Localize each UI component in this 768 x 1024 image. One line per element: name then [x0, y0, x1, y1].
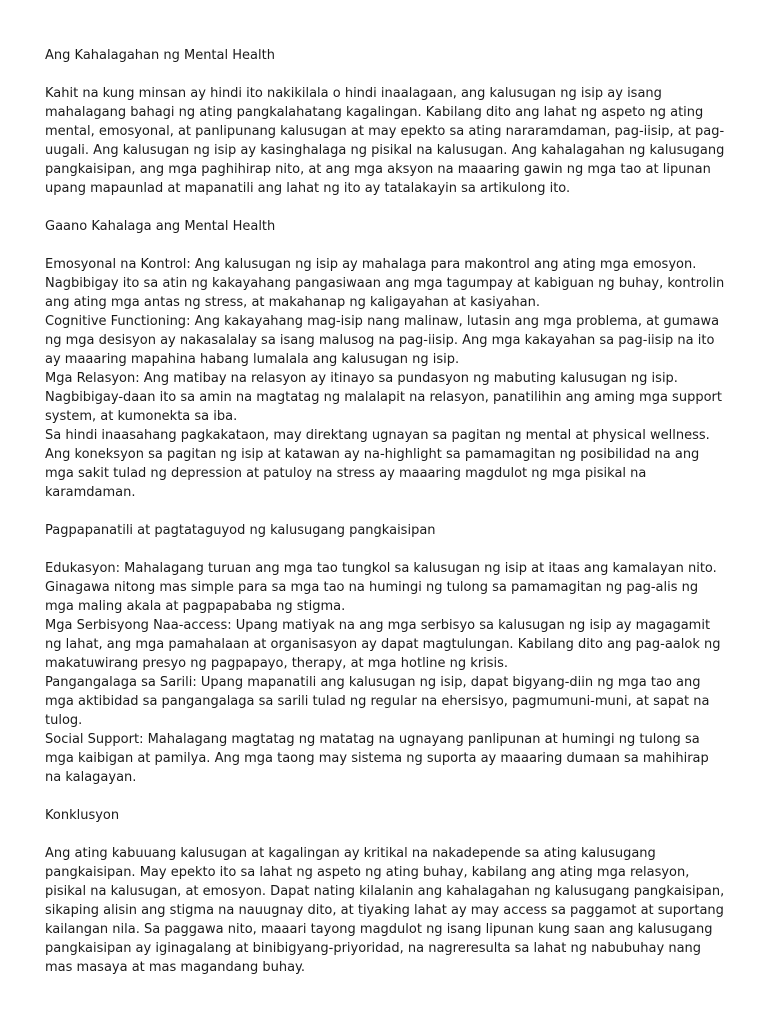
- document-page: [45, 46, 725, 977]
- paragraph-education: Edukasyon: Mahalagang turuan ang mga tao tungkol sa kalusugan ng isip at itaas ang kamalayan nito. Ginagawa nitong mas simple para sa mga tao na humingi ng tulong sa pamamagitan ng pag-alis ng mga maling akala at pagpapababa ng stigma.: [45, 561, 717, 614]
- section-heading-conclusion: Konklusyon: [45, 808, 120, 823]
- section-heading-maintenance: Pagpapanatili at pagtataguyod ng kalusugang pangkaisipan: [45, 523, 436, 538]
- conclusion-paragraph: Ang ating kabuuang kalusugan at kagalingan ay kritikal na nakadepende sa ating kalusugang pangkaisipan. May epekto ito sa lahat ng aspeto ng ating buhay, kabilang ang ating mga relasyon, pisikal na kalusugan, at emosyon. Dapat nating kilalanin ang kahalagahan ng kalusugang pangkaisipan, sikaping alisin ang stigma na nauugnay dito, at tiyaking lahat ay may access sa paggamot at suportang kailangan nila. Sa paggawa nito, maaari tayong magdulot ng isang lipunan kung saan ang kalusugang pangkaisipan ay iginagalang at binibigyang-priyoridad, na nagreresulta sa lahat ng nabubuhay nang mas masaya at mas magandang buhay.: [45, 846, 725, 975]
- spacer: [45, 502, 725, 521]
- paragraph-physical-wellness: Sa hindi inaasahang pagkakataon, may direktang ugnayan sa pagitan ng mental at physical wellness. Ang koneksyon sa pagitan ng isip at katawan ay na-highlight sa pamamagitan ng posibilidad na ang mga sakit tulad ng depression at patuloy na stress ay maaaring magdulot ng mga pisikal na karamdaman.: [45, 428, 710, 500]
- intro-paragraph: Kahit na kung minsan ay hindi ito nakikilala o hindi inaalagaan, ang kalusugan ng isip ay isang mahalagang bahagi ng ating pangkalahatang kagalingan. Kabilang dito ang lahat ng aspeto ng ating mental, emosyonal, at panlipunang kalusugan at may epekto sa ating nararamdaman, pag-iisip, at pag-uugali. Ang kalusugan ng isip ay kasinghalaga ng pisikal na kalusugan. Ang kahalagahan ng kalusugang pangkaisipan, ang mga paghihirap nito, at ang mga aksyon na maaaring gawin ng mga tao at lipunan upang mapaunlad at mapanatili ang lahat ng ito ay tatalakayin sa artikulong ito.: [45, 86, 725, 196]
- spacer: [45, 540, 725, 559]
- document-title: Ang Kahalagahan ng Mental Health: [45, 48, 275, 63]
- spacer: [45, 787, 725, 806]
- spacer: [45, 198, 725, 217]
- paragraph-social-support: Social Support: Mahalagang magtatag ng matatag na ugnayang panlipunan at humingi ng tulong sa mga kaibigan at pamilya. Ang mga taong may sistema ng suporta ay maaaring dumaan sa mahihirap na kalagayan.: [45, 732, 709, 785]
- spacer: [45, 65, 725, 84]
- spacer: [45, 825, 725, 844]
- section-heading-importance: Gaano Kahalaga ang Mental Health: [45, 219, 276, 234]
- paragraph-cognitive-functioning: Cognitive Functioning: Ang kakayahang mag-isip nang malinaw, lutasin ang mga problema, at gumawa ng mga desisyon ay nakasalalay sa isang malusog na pag-iisip. Ang mga kakayahan sa pag-iisip na ito ay maaaring mapahina habang lumalala ang kalusugan ng isip.: [45, 314, 720, 367]
- paragraph-accessible-services: Mga Serbisyong Naa-access: Upang matiyak na ang mga serbisyo sa kalusugan ng isip ay magagamit ng lahat, ang mga pamahalaan at organisasyon ay dapat magtulungan. Kabilang dito ang pag-aalok ng makatuwirang presyo ng pagpapayo, therapy, at mga hotline ng krisis.: [45, 618, 721, 671]
- paragraph-emotional-control: Emosyonal na Kontrol: Ang kalusugan ng isip ay mahalaga para makontrol ang ating mga emosyon. Nagbibigay ito sa atin ng kakayahang pangasiwaan ang mga tagumpay at kabiguan ng buhay, kontrolin ang ating mga antas ng stress, at makahanap ng kaligayahan at kasiyahan.: [45, 257, 725, 310]
- paragraph-self-care: Pangangalaga sa Sarili: Upang mapanatili ang kalusugan ng isip, dapat bigyang-diin ng mga tao ang mga aktibidad sa pangangalaga sa sarili tulad ng regular na ehersisyo, pagmumuni-muni, at sapat na tulog.: [45, 675, 710, 728]
- paragraph-relationships: Mga Relasyon: Ang matibay na relasyon ay itinayo sa pundasyon ng mabuting kalusugan ng isip. Nagbibigay-daan ito sa amin na magtatag ng malalapit na relasyon, panatilihin ang aming mga support system, at kumonekta sa iba.: [45, 371, 722, 424]
- spacer: [45, 236, 725, 255]
